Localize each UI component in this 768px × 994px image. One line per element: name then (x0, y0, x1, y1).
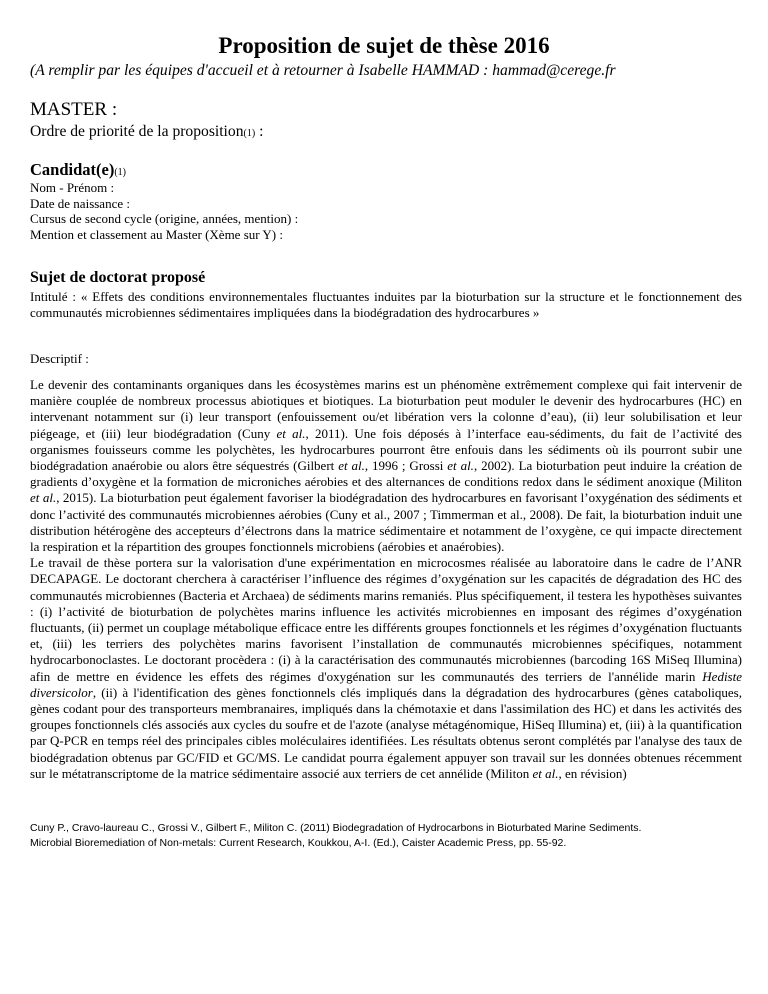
priority-colon: : (255, 123, 264, 140)
reference-citation (30, 821, 750, 851)
candidate-heading-label: Candidat(e) (30, 160, 115, 179)
p2-text-b: , (ii) à l'identification des gènes fonctionnels clés impliqués dans la dégradation des hydrocarbures (gènes cataboliques, gènes codant pour des transporteurs membranaires, impliqués dans la chémotaxie et dans l'assimilation des HC) et dans les activités des groupes fonctionnels clés associés aux cycles du soufre et de l'azote (analyse métagénomique, HiSeq Illumina) et, (iii) à la quantification par Q-PCR en temps réel des principales cibles moléculaires identifiées. Les résultats obtenus seront complétés par l'analyse des taux de biodégradation obtenus par GC/FID et GC/MS. Le candidat pourra également appuyer son travail sur les données obtenues récemment sur le métatranscriptome de la matrice sédimentaire associé aux terriers de cet annélide (Militon (30, 684, 742, 781)
field-birthdate: Date de naissance : (30, 195, 130, 211)
priority-label: Ordre de priorité de la proposition (30, 123, 244, 140)
description-paragraph-2 (30, 555, 742, 782)
subject-title: Intitulé : « Effets des conditions environnementales fluctuantes induites par la bioturbation sur la structure et le fonctionnement des communautés microbiennes sédimentaires impliquées dans la biodégradation des hydrocarbures » (30, 289, 742, 321)
p1-etal-3: et al. (447, 458, 474, 474)
priority-footnote-marker: (1) (243, 128, 256, 139)
p2-species-name: Hediste diversicolor (30, 668, 742, 700)
priority-line (30, 122, 263, 144)
p2-text-a: Le travail de thèse portera sur la valorisation d'une expérimentation en microcosmes réalisée au laboratoire dans le cadre de l’ANR DECAPAGE. Le doctorant cherchera à caractériser l’influence des régimes d’oxygénation sur les capacités de dégradation des HC des communautés microbiennes (Bacteria et Archaea) de sédiments marins remaniés. Plus spécifiquement, il testera les hypothèses suivantes : (i) l’activité de bioturbation de polychètes marins influence les activités microbiennes en imposant des régimes d’oxygénation fluctuants, (ii) permet un couplage métabolique efficace entre les différents groupes fonctionnels et les régimes d’oxygénation fluctuants et, (iii) les terriers des polychètes marins favorisent l’installation de communautés microbiennes spécifiques, notamment hydrocarbonoclastes. Le doctorant procèdera : (i) à la caractérisation des communautés microbiennes (barcoding 16S MiSeq Illumina) afin de mettre en évidence les effets des régimes d'oxygénation sur les communautés des terriers de l'annélide marin (30, 555, 742, 684)
candidate-fields (30, 180, 298, 242)
document-instructions: (A remplir par les équipes d'accueil et à retourner à Isabelle HAMMAD : hammad@cerege.fr (30, 62, 616, 79)
field-name: Nom - Prénom : (30, 180, 115, 195)
reference-line-1: Cuny P., Cravo-laureau C., Grossi V., Gilbert F., Militon C. (2011) Biodegradation of Hydrocarbons in Bioturbated Marine Sediments. (30, 822, 642, 834)
p1-text-e: , 2015). La bioturbation peut également favoriser la biodégradation des hydrocarbures en favorisant l’oxygénation des sédiments et donc l’activité des communautés microbiennes aérobies (Cuny et al., 2007 ; Timmerman et al., 2008). De fait, la bioturbation induit une distribution hétérogène des accepteurs d’électrons dans la matrice sédimentaire et notamment de l’oxygène, ce qui impacte directement la respiration et la répartition des groupes fonctionnels microbiens (aérobies et anaérobies). (30, 490, 742, 555)
master-heading: MASTER : (30, 99, 118, 120)
p1-text-b: , 2011). Une fois déposés à l’interface eau-sédiments, du fait de l’activité des organismes fouisseurs comme les polychètes, les hydrocarbures pourront être enfouis dans les sédiments où ils pourront subir une biodégradation anaérobie ou alors être séquestrés (Gilbert (30, 425, 742, 474)
p2-etal: et al. (532, 765, 559, 781)
p1-etal-2: et al. (338, 458, 365, 474)
description-paragraph-1 (30, 377, 742, 555)
subject-heading: Sujet de doctorat proposé (30, 269, 206, 286)
field-cursus: Cursus de second cycle (origine, années, mention) : (30, 211, 299, 227)
p1-text-a: Le devenir des contaminants organiques dans les écosystèmes marins est un phénomène extrêmement complexe qui fait intervenir de manière couplée de nombreux processus abiotiques et biotiques. La bioturbation peut moduler le devenir des hydrocarbures (HC) en intervenant notamment sur (i) leur transport (enfouissement ou/et libération vers la colonne d’eau), (ii) leur solubilisation et leur piégeage, et (iii) leur biodégradation (Cuny (30, 377, 742, 441)
field-master-ranking: Mention et classement au Master (Xème sur Y) : (30, 226, 283, 242)
p1-text-c: , 1996 ; Grossi (364, 458, 448, 474)
p1-text-d: , 2002). La bioturbation peut induire la création de gradients d’oxygène et la formation de microniches aérobies et des alternances de conditions redox dans le sédiment anoxique (Militon (30, 458, 742, 490)
p1-etal-4: et al. (30, 490, 57, 506)
document-title: Proposition de sujet de thèse 2016 (218, 33, 550, 58)
p1-etal-1: et al. (276, 425, 306, 441)
reference-line-2: Microbial Bioremediation of Non-metals: Current Research, Koukkou, A-I. (Ed.), Caister Academic Press, pp. 55-92. (30, 837, 567, 849)
p2-text-c: , en révision) (558, 765, 627, 781)
description-body (30, 377, 742, 782)
description-label: Descriptif : (30, 351, 89, 366)
candidate-footnote-marker: (1) (114, 167, 127, 178)
